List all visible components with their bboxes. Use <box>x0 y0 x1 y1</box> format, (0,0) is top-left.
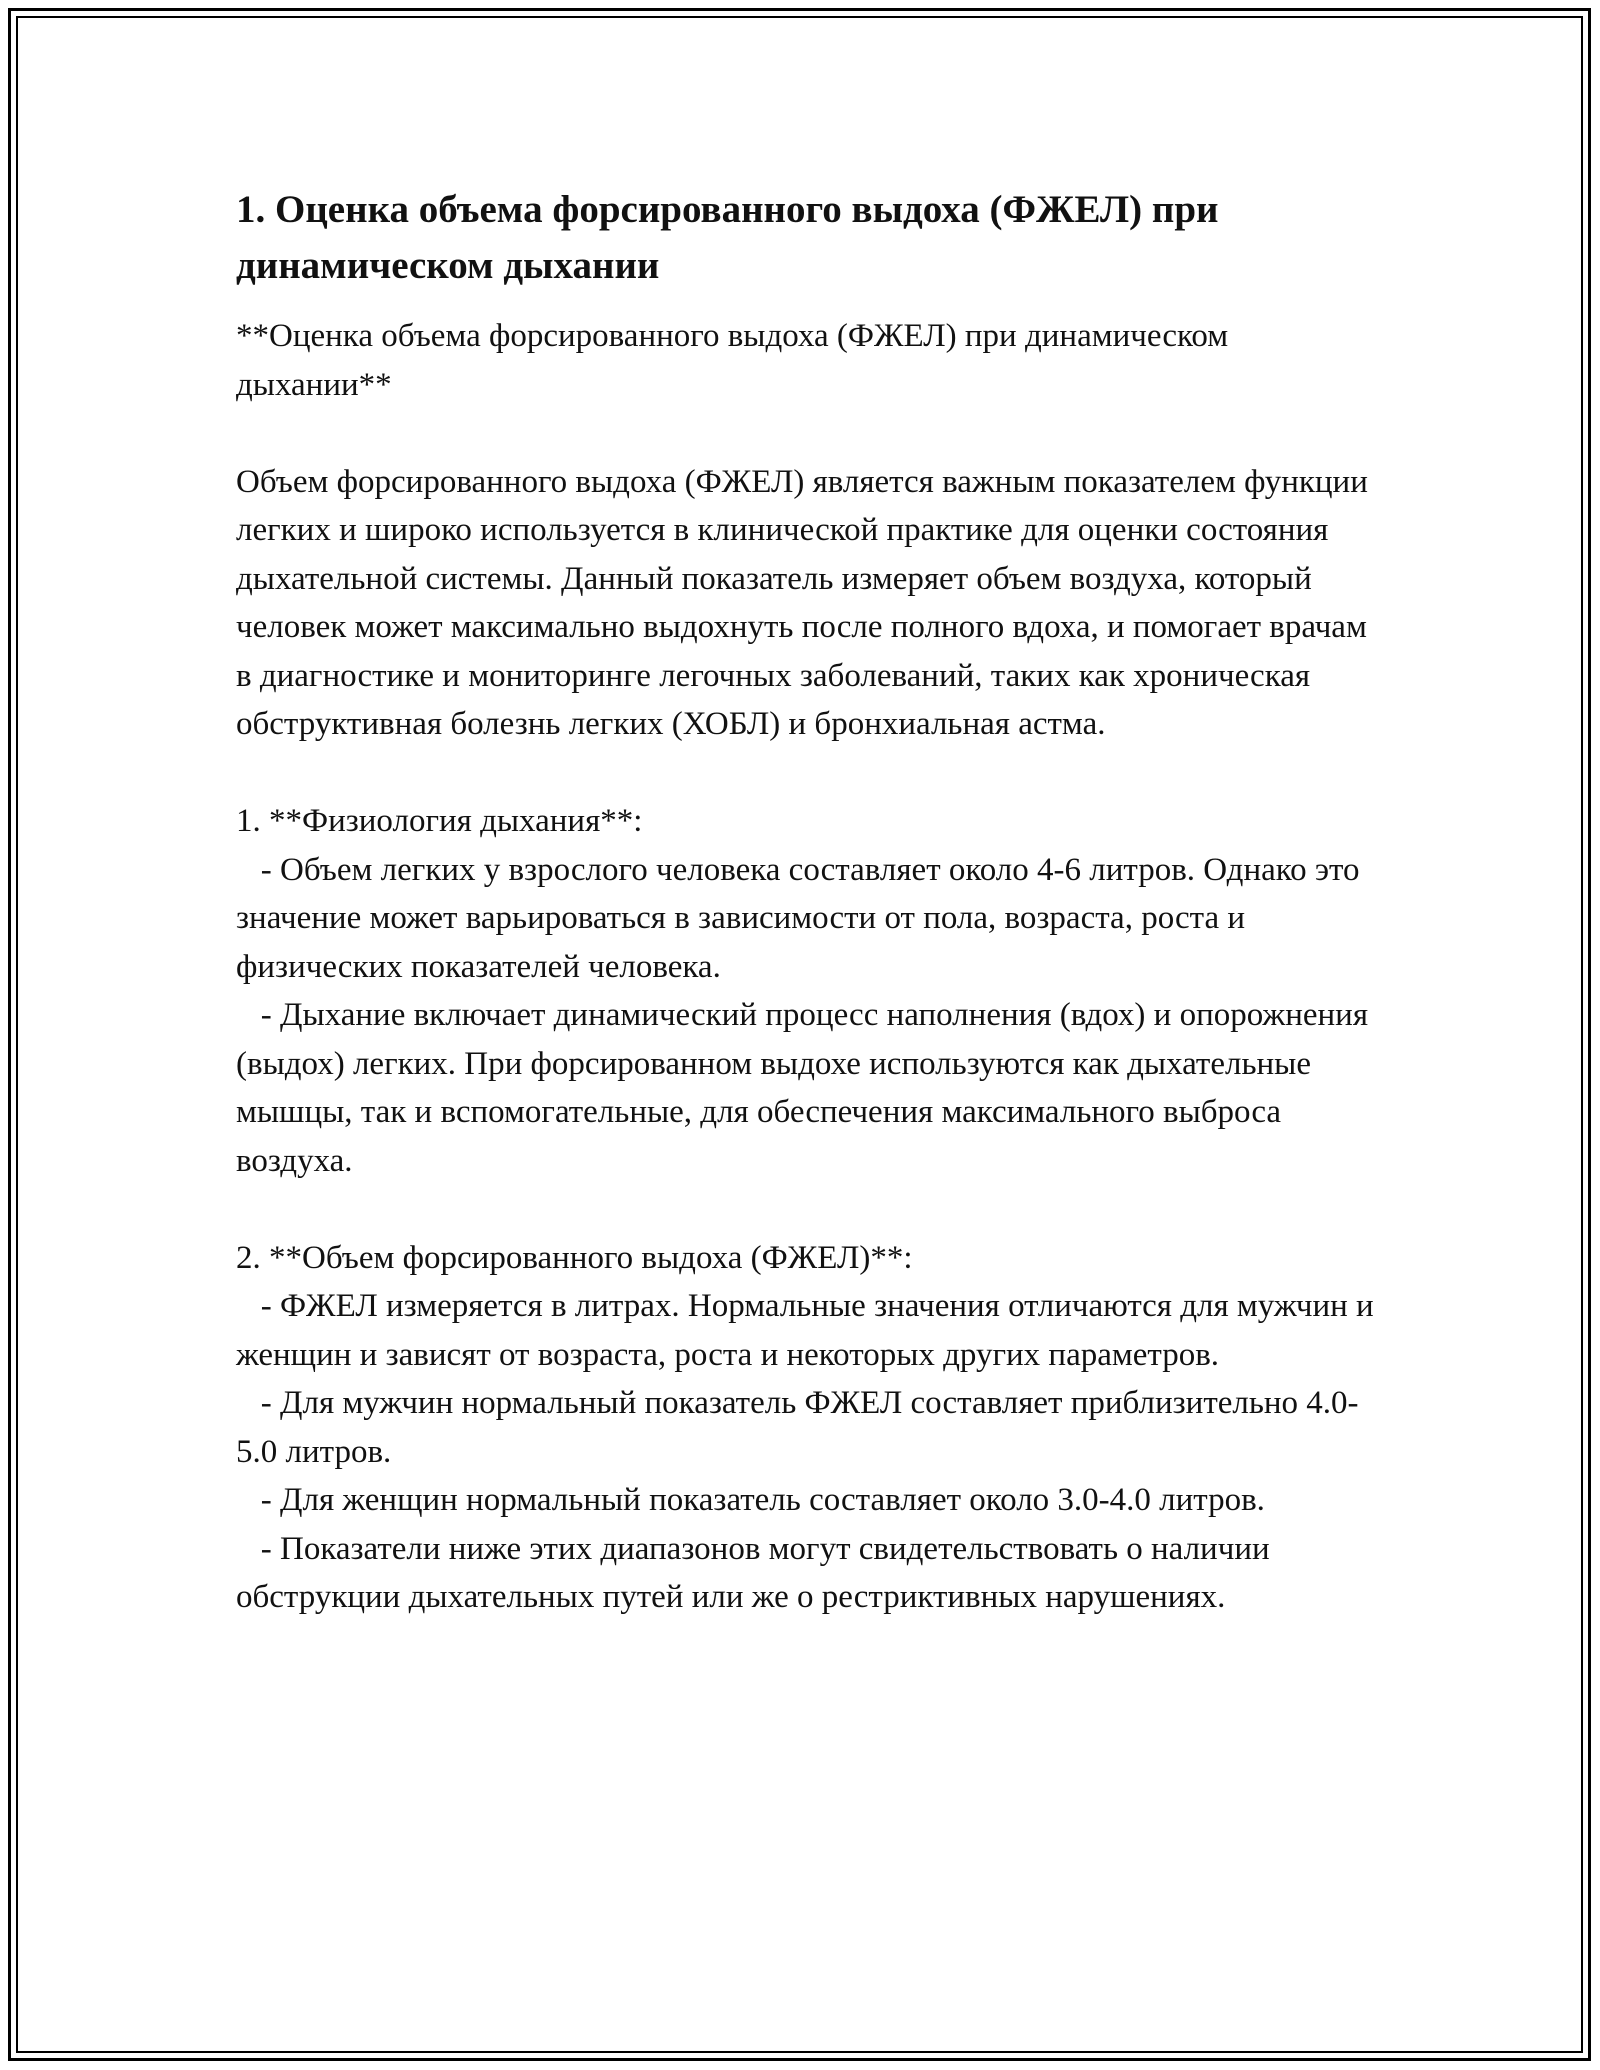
intro-paragraph: Объем форсированного выдоха (ФЖЕЛ) является важным показателем функции легких и широко используется в клинической практике для оценки состояния дыхательной системы. Данный показатель измеряет объем воздуха, который человек может максимально выдохнуть после полного вдоха, и помогает врачам в диагностике и мониторинге легочных заболеваний, таких как хроническая обструктивная болезнь легких (ХОБЛ) и бронхиальная астма. <box>236 463 1368 742</box>
document-body <box>236 182 1386 1622</box>
list-item: - Для мужчин нормальный показатель ФЖЕЛ составляет приблизительно 4.0-5.0 литров. <box>236 1385 1359 1470</box>
list-item: - Объем легких у взрослого человека составляет около 4-6 литров. Однако это значение может варьироваться в зависимости от пола, возраста, роста и физических показателей человека. <box>236 851 1360 985</box>
section-physiology <box>236 797 1386 1185</box>
section-heading: 2. **Объем форсированного выдоха (ФЖЕЛ)**: <box>236 1239 913 1276</box>
spacer <box>236 749 1386 798</box>
list-item: - Дыхание включает динамический процесс наполнения (вдох) и опорожнения (выдох) легких. При форсированном выдохе используются как дыхательные мышцы, так и вспомогательные, для обеспечения максимального выброса воздуха. <box>236 997 1369 1179</box>
section-fvc <box>236 1234 1386 1622</box>
list-item: - Для женщин нормальный показатель составляет около 3.0-4.0 литров. <box>260 1482 1265 1518</box>
list-item: - ФЖЕЛ измеряется в литрах. Нормальные значения отличаются для мужчин и женщин и зависят от возраста, роста и некоторых других параметров. <box>236 1288 1374 1373</box>
spacer <box>236 1185 1386 1234</box>
section-heading: 1. **Физиология дыхания**: <box>236 803 643 839</box>
spacer <box>236 409 1386 458</box>
heading-repeat: **Оценка объема форсированного выдоха (ФЖЕЛ) при динамическом дыхании** <box>236 318 1229 403</box>
document-title: 1. Оценка объема форсированного выдоха (ФЖЕЛ) при динамическом дыхании <box>236 188 1219 287</box>
list-item: - Показатели ниже этих диапазонов могут свидетельствовать о наличии обструкции дыхательных путей или же о рестриктивных нарушениях. <box>236 1530 1270 1615</box>
